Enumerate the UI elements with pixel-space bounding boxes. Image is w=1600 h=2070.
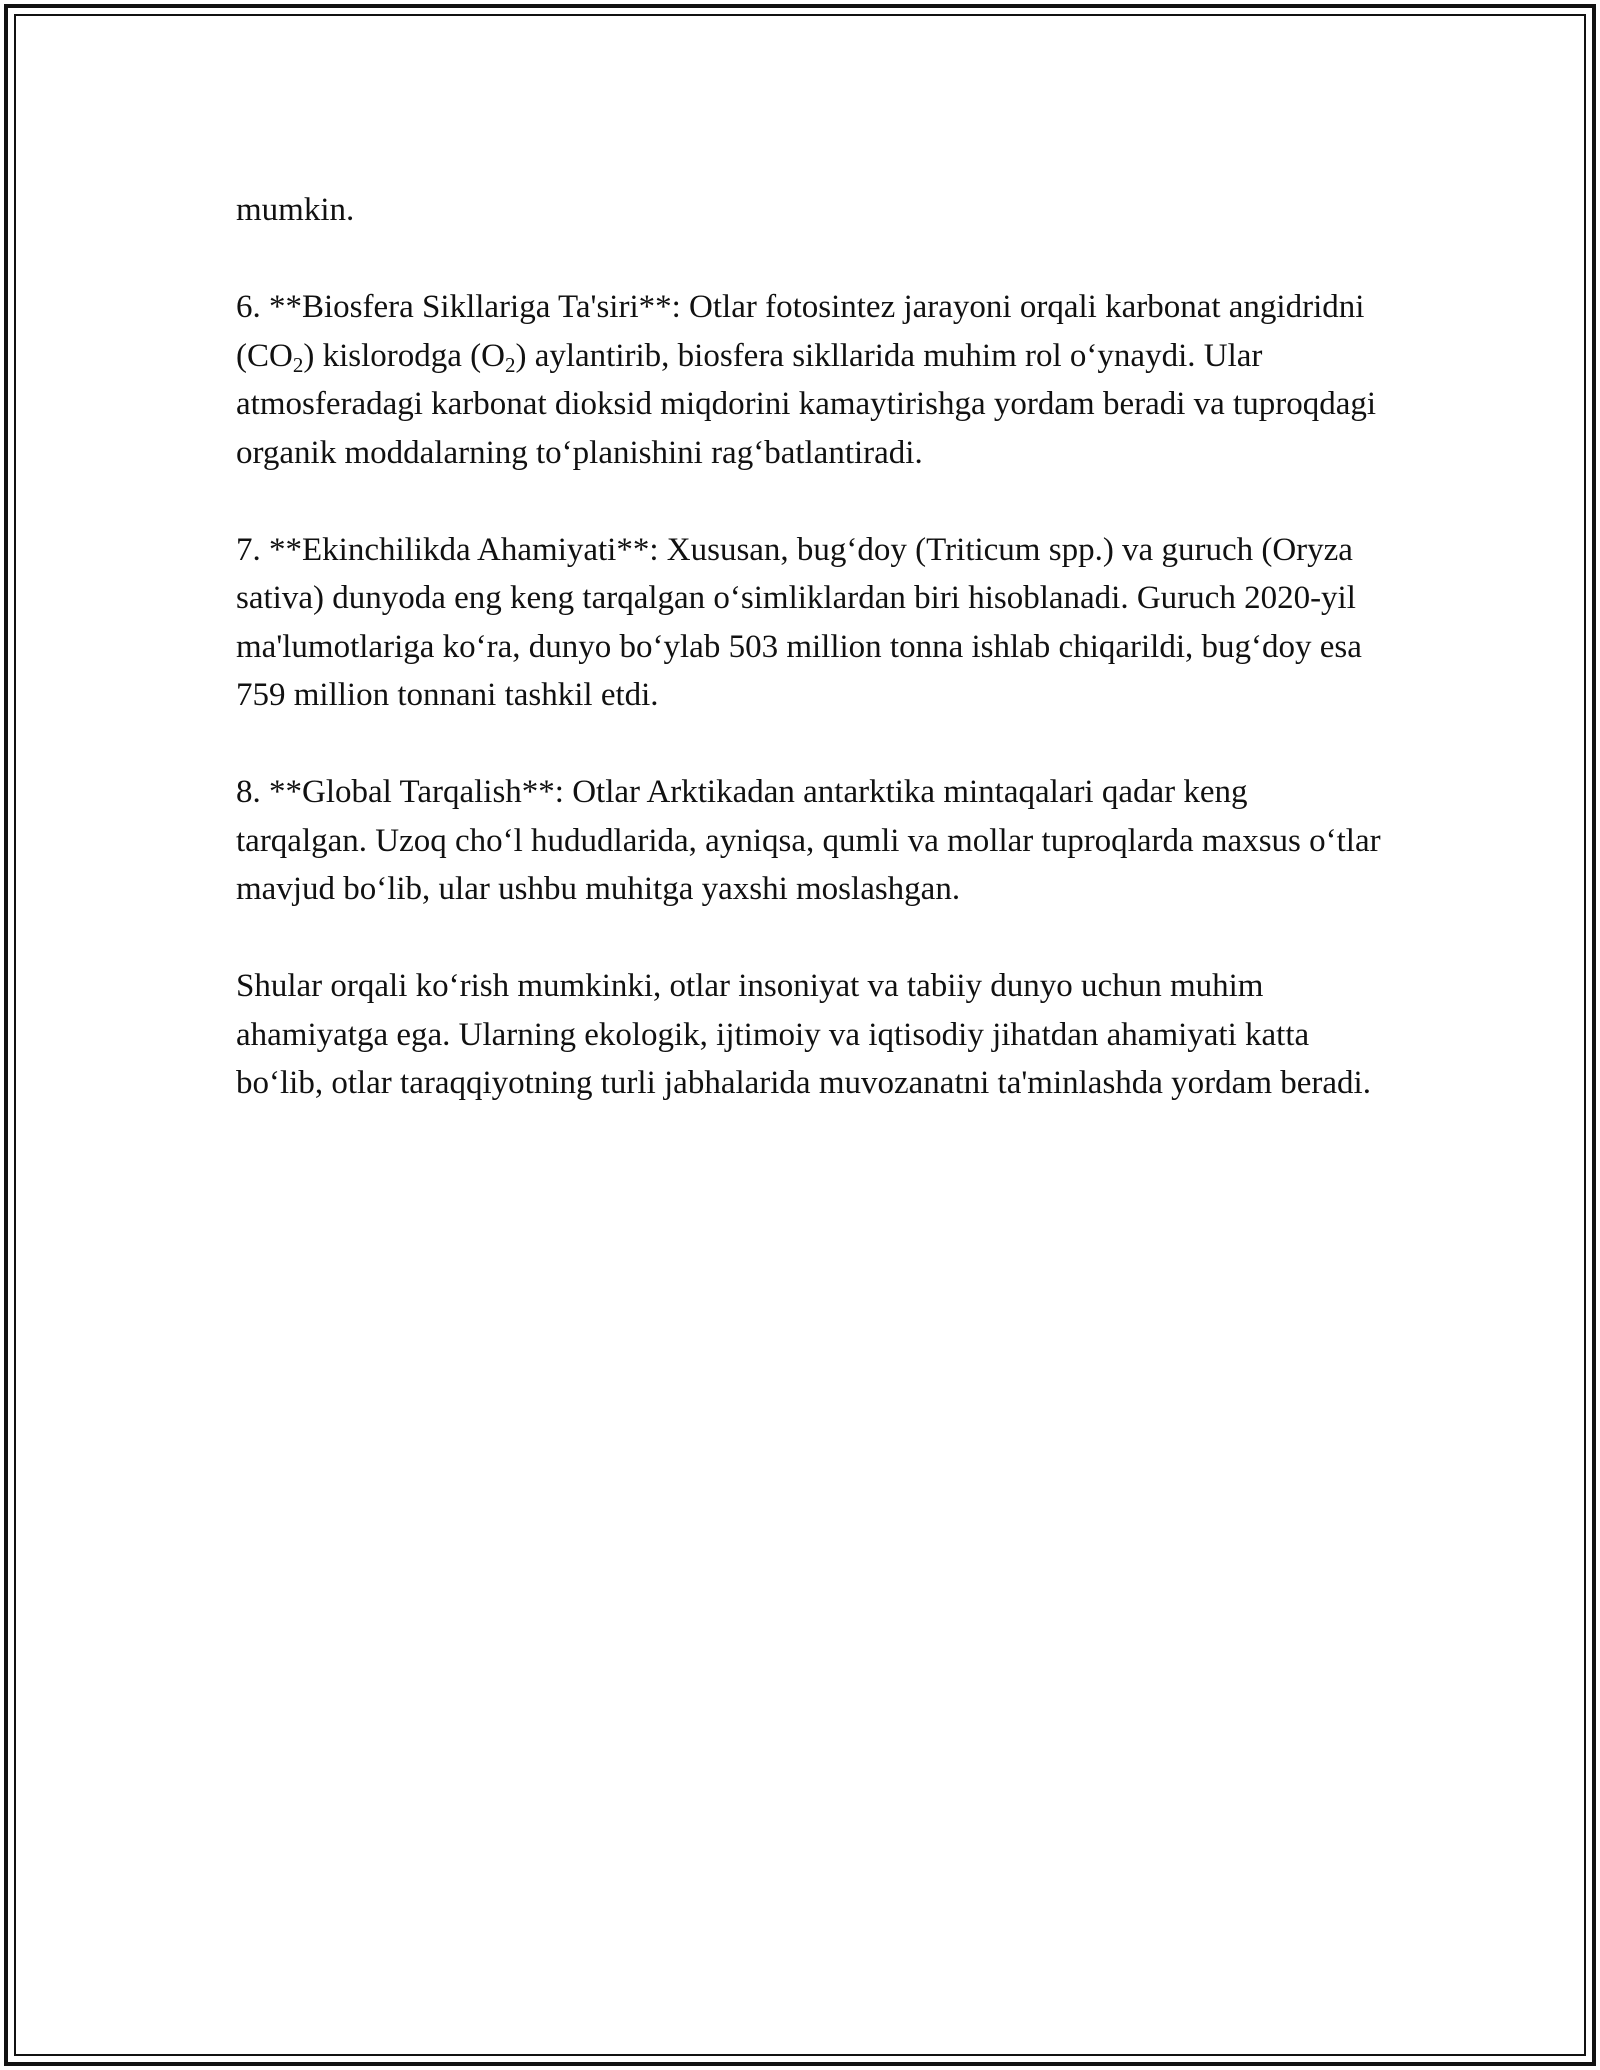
- paragraph-biosfera-text-a: 6. **Biosfera Sikllariga Ta'siri**: Otlar fotosintez jarayoni orqali karbonat angidridni (CO: [236, 289, 1365, 374]
- paragraph-global: 8. **Global Tarqalish**: Otlar Arktikadan antarktika mintaqalari qadar keng tarqalgan. Uzoq cho‘l hududlarida, ayniqsa, qumli va mollar tuproqlarda maxsus o‘tlar mavjud bo‘lib, ular ushbu muhitga yaxshi moslashgan.: [236, 774, 1381, 907]
- paragraph-conclusion: Shular orqali ko‘rish mumkinki, otlar insoniyat va tabiiy dunyo uchun muhim ahamiyatga ega. Ularning ekologik, ijtimoiy va iqtisodiy jihatdan ahamiyati katta bo‘lib, otlar taraqqiyotning turli jabhalarida muvozanatni ta'minlashda yordam beradi.: [236, 968, 1371, 1101]
- paragraph-ekinchilik: 7. **Ekinchilikda Ahamiyati**: Xususan, bug‘doy (Triticum spp.) va guruch (Oryza sativa) dunyoda eng keng tarqalgan o‘simliklardan biri hisoblanadi. Guruch 2020-yil ma'lumotlariga ko‘ra, dunyo bo‘ylab 503 million tonna ishlab chiqarildi, bug‘doy esa 759 million tonnani tashkil etdi.: [236, 531, 1362, 713]
- co2-subscript: 2: [292, 352, 304, 377]
- paragraph-biosfera-text-c: ) aylantirib, biosfera sikllarida muhim rol o‘ynaydi. Ular atmosferadagi karbonat dioksid miqdorini kamaytirishga yordam beradi va tuproqdagi organik moddalarning to‘planishini rag‘batlantiradi.: [236, 337, 1377, 471]
- paragraph-continuation: mumkin.: [236, 192, 355, 228]
- paragraph-biosfera: [236, 283, 1386, 477]
- document-body: [236, 186, 1386, 1156]
- paragraph-biosfera-text-b: ) kislorodga (O: [303, 337, 505, 374]
- o2-subscript: 2: [504, 352, 516, 377]
